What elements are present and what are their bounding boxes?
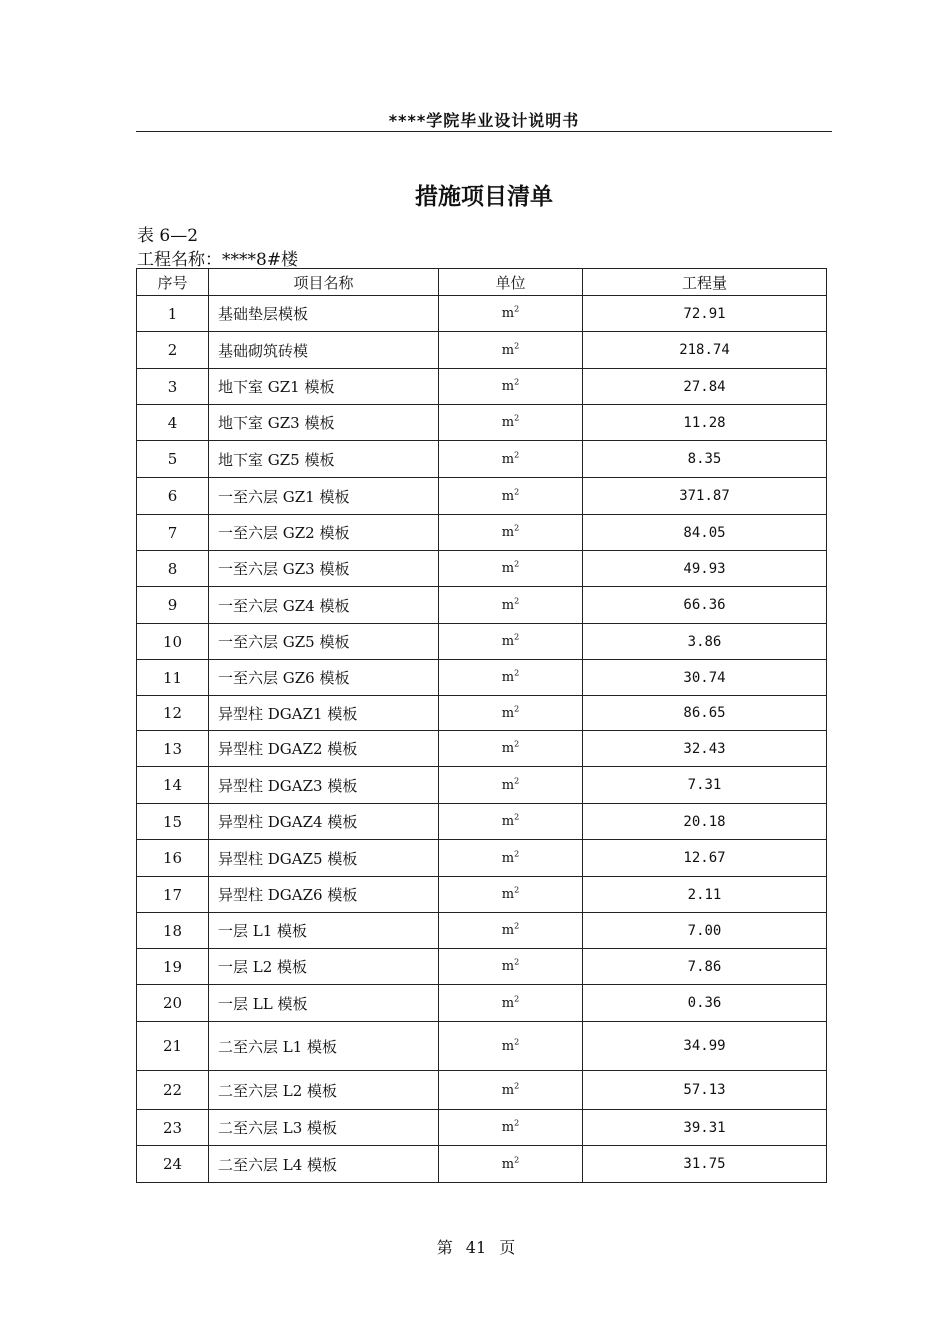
table-row (137, 1022, 827, 1071)
unit-exponent: 2 (514, 487, 520, 497)
row-number: 18 (137, 913, 209, 949)
unit-base: m (501, 342, 515, 358)
unit-exponent: 2 (514, 668, 520, 678)
row-number: 7 (137, 515, 209, 551)
table-row (137, 478, 827, 515)
unit-base: m (501, 777, 515, 793)
col-header-qty: 工程量 (583, 269, 827, 296)
item-unit (439, 985, 583, 1022)
item-quantity: 66.36 (583, 587, 827, 624)
item-quantity: 72.91 (583, 296, 827, 332)
item-unit (439, 296, 583, 332)
row-number: 22 (137, 1071, 209, 1110)
unit-exponent: 2 (514, 849, 520, 859)
table-header-row (137, 269, 827, 296)
item-name: 地下室 GZ1 模板 (209, 369, 439, 405)
item-name: 基础垫层模板 (209, 296, 439, 332)
row-number: 11 (137, 660, 209, 696)
unit-exponent: 2 (514, 377, 520, 387)
unit-base: m (501, 1082, 515, 1098)
unit-exponent: 2 (514, 739, 520, 749)
unit-exponent: 2 (514, 1037, 520, 1047)
item-quantity: 7.31 (583, 767, 827, 804)
item-quantity: 2.11 (583, 877, 827, 913)
row-number: 15 (137, 804, 209, 840)
unit-base: m (501, 488, 515, 504)
unit-exponent: 2 (514, 1155, 520, 1165)
unit-base: m (501, 561, 515, 576)
item-name: 基础砌筑砖模 (209, 332, 439, 369)
item-name: 二至六层 L2 模板 (209, 1071, 439, 1110)
item-name: 异型柱 DGAZ3 模板 (209, 767, 439, 804)
item-unit (439, 949, 583, 985)
unit-exponent: 2 (514, 523, 520, 533)
table-row (137, 985, 827, 1022)
table-row (137, 296, 827, 332)
item-quantity: 7.00 (583, 913, 827, 949)
item-quantity: 49.93 (583, 551, 827, 587)
table-label: 表 6—2 (137, 226, 199, 246)
item-quantity: 27.84 (583, 369, 827, 405)
unit-exponent: 2 (514, 812, 520, 822)
item-quantity: 34.99 (583, 1022, 827, 1071)
row-number: 2 (137, 332, 209, 369)
item-name: 一层 L2 模板 (209, 949, 439, 985)
item-unit (439, 840, 583, 877)
row-number: 10 (137, 624, 209, 660)
item-name: 一至六层 GZ5 模板 (209, 624, 439, 660)
item-quantity: 12.67 (583, 840, 827, 877)
item-unit (439, 587, 583, 624)
table-row (137, 660, 827, 696)
unit-base: m (501, 923, 515, 938)
item-quantity: 30.74 (583, 660, 827, 696)
table-row (137, 804, 827, 840)
unit-base: m (501, 959, 515, 974)
table-row (137, 696, 827, 731)
table-row (137, 1110, 827, 1146)
unit-exponent: 2 (514, 632, 520, 642)
row-number: 13 (137, 731, 209, 767)
unit-base: m (501, 597, 515, 613)
item-unit (439, 696, 583, 731)
table-row (137, 949, 827, 985)
item-name: 二至六层 L4 模板 (209, 1146, 439, 1183)
unit-exponent: 2 (514, 450, 520, 460)
table-row (137, 1071, 827, 1110)
item-name: 地下室 GZ3 模板 (209, 405, 439, 441)
unit-base: m (501, 415, 515, 430)
unit-exponent: 2 (514, 413, 520, 423)
item-name: 异型柱 DGAZ2 模板 (209, 731, 439, 767)
unit-exponent: 2 (514, 341, 520, 351)
table-row (137, 515, 827, 551)
unit-base: m (501, 705, 515, 721)
item-unit (439, 767, 583, 804)
item-quantity: 20.18 (583, 804, 827, 840)
unit-exponent: 2 (514, 1118, 520, 1128)
item-name: 一至六层 GZ6 模板 (209, 660, 439, 696)
item-unit (439, 1110, 583, 1146)
unit-base: m (501, 379, 515, 394)
item-unit (439, 1071, 583, 1110)
unit-exponent: 2 (514, 776, 520, 786)
row-number: 5 (137, 441, 209, 478)
item-quantity: 86.65 (583, 696, 827, 731)
item-unit (439, 1146, 583, 1183)
item-unit (439, 804, 583, 840)
item-unit (439, 405, 583, 441)
item-quantity: 7.86 (583, 949, 827, 985)
row-number: 4 (137, 405, 209, 441)
item-quantity: 371.87 (583, 478, 827, 515)
item-name: 一至六层 GZ4 模板 (209, 587, 439, 624)
item-quantity: 3.86 (583, 624, 827, 660)
unit-base: m (501, 670, 515, 685)
row-number: 16 (137, 840, 209, 877)
unit-base: m (501, 525, 515, 540)
table-row (137, 624, 827, 660)
table-row (137, 332, 827, 369)
unit-base: m (501, 1038, 515, 1054)
unit-exponent: 2 (514, 957, 520, 967)
table-row (137, 369, 827, 405)
item-unit (439, 913, 583, 949)
item-name: 异型柱 DGAZ6 模板 (209, 877, 439, 913)
item-unit (439, 551, 583, 587)
item-name: 异型柱 DGAZ5 模板 (209, 840, 439, 877)
row-number: 3 (137, 369, 209, 405)
unit-base: m (501, 1156, 515, 1172)
item-unit (439, 731, 583, 767)
row-number: 8 (137, 551, 209, 587)
page-number: 第 41 页 (436, 1238, 516, 1257)
table-row (137, 731, 827, 767)
unit-exponent: 2 (514, 921, 520, 931)
unit-exponent: 2 (514, 1081, 520, 1091)
measures-table (136, 268, 827, 1183)
item-unit (439, 877, 583, 913)
item-quantity: 84.05 (583, 515, 827, 551)
row-number: 6 (137, 478, 209, 515)
col-header-no: 序号 (137, 269, 209, 296)
item-name: 异型柱 DGAZ4 模板 (209, 804, 439, 840)
unit-base: m (501, 634, 515, 649)
item-unit (439, 478, 583, 515)
col-header-name: 项目名称 (209, 269, 439, 296)
item-quantity: 39.31 (583, 1110, 827, 1146)
page-title: 措施项目清单 (415, 184, 553, 210)
table-body (137, 296, 827, 1183)
row-number: 19 (137, 949, 209, 985)
item-unit (439, 660, 583, 696)
item-unit (439, 1022, 583, 1071)
item-name: 异型柱 DGAZ1 模板 (209, 696, 439, 731)
unit-base: m (501, 814, 515, 829)
table-row (137, 1146, 827, 1183)
item-quantity: 8.35 (583, 441, 827, 478)
item-name: 一层 L1 模板 (209, 913, 439, 949)
unit-base: m (501, 887, 515, 902)
page-header: ****学院毕业设计说明书 (388, 111, 580, 130)
header-rule (136, 131, 832, 132)
row-number: 24 (137, 1146, 209, 1183)
unit-base: m (501, 451, 515, 467)
item-unit (439, 332, 583, 369)
item-unit (439, 515, 583, 551)
table-row (137, 877, 827, 913)
item-name: 地下室 GZ5 模板 (209, 441, 439, 478)
row-number: 12 (137, 696, 209, 731)
table-row (137, 587, 827, 624)
unit-exponent: 2 (514, 994, 520, 1004)
table-row (137, 405, 827, 441)
table-row (137, 441, 827, 478)
item-quantity: 218.74 (583, 332, 827, 369)
item-quantity: 31.75 (583, 1146, 827, 1183)
item-quantity: 0.36 (583, 985, 827, 1022)
item-unit (439, 369, 583, 405)
unit-exponent: 2 (514, 885, 520, 895)
item-name: 二至六层 L1 模板 (209, 1022, 439, 1071)
unit-exponent: 2 (514, 304, 520, 314)
item-name: 一至六层 GZ1 模板 (209, 478, 439, 515)
project-name: 工程名称：****8#楼 (137, 250, 299, 270)
col-header-unit: 单位 (439, 269, 583, 296)
row-number: 14 (137, 767, 209, 804)
row-number: 20 (137, 985, 209, 1022)
item-unit (439, 441, 583, 478)
unit-exponent: 2 (514, 704, 520, 714)
row-number: 9 (137, 587, 209, 624)
item-quantity: 11.28 (583, 405, 827, 441)
unit-base: m (501, 850, 515, 866)
table-row (137, 913, 827, 949)
item-unit (439, 624, 583, 660)
row-number: 23 (137, 1110, 209, 1146)
item-name: 一至六层 GZ3 模板 (209, 551, 439, 587)
row-number: 17 (137, 877, 209, 913)
item-quantity: 32.43 (583, 731, 827, 767)
item-name: 一层 LL 模板 (209, 985, 439, 1022)
unit-exponent: 2 (514, 596, 520, 606)
unit-base: m (501, 741, 515, 756)
table-row (137, 551, 827, 587)
table-row (137, 767, 827, 804)
table-row (137, 840, 827, 877)
row-number: 1 (137, 296, 209, 332)
item-name: 一至六层 GZ2 模板 (209, 515, 439, 551)
unit-base: m (501, 1120, 515, 1135)
item-name: 二至六层 L3 模板 (209, 1110, 439, 1146)
item-quantity: 57.13 (583, 1071, 827, 1110)
unit-base: m (501, 306, 515, 321)
row-number: 21 (137, 1022, 209, 1071)
unit-base: m (501, 995, 515, 1011)
unit-exponent: 2 (514, 559, 520, 569)
